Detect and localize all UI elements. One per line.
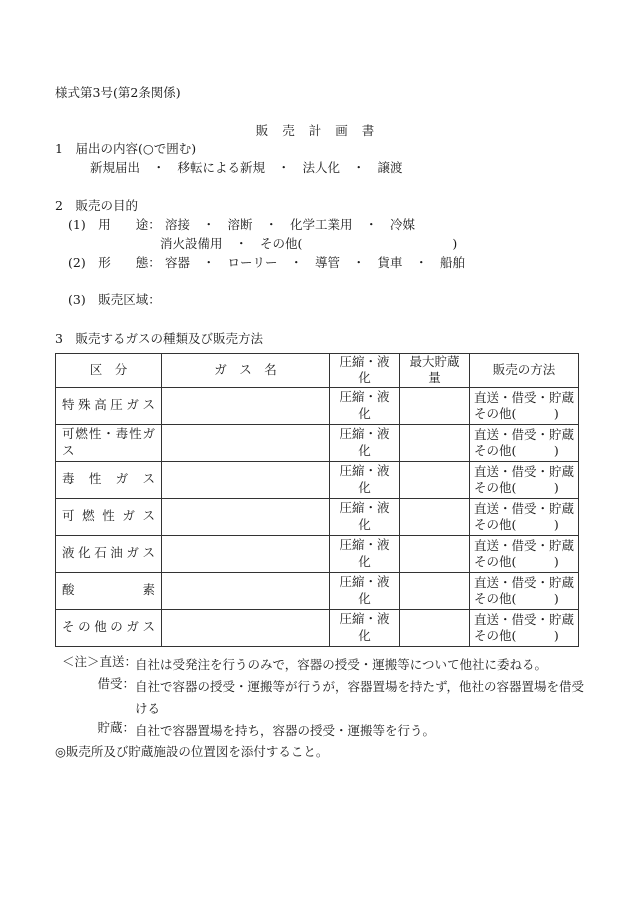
section-2-heading: 2 販売の目的 [55,198,138,213]
sales-method-cell [470,387,579,424]
note-text: 自社で容器の授受・運搬等が行うが，容器置場を持たず，他社の容器置場を借受ける [135,679,585,716]
max-storage-cell[interactable] [400,461,470,498]
table-row [56,424,579,461]
document-title: 販売計画書 [255,123,389,138]
sales-method-options: 直送・借受・貯蔵 [474,500,575,516]
gas-name-cell[interactable] [162,498,330,535]
gas-sales-table [55,353,579,647]
use-options-line-1: 溶接 ・ 溶断 ・ 化学工業用 ・ 冷媒 [165,217,416,232]
sales-area-label: (3) 販売区域： [68,292,161,307]
section-3-heading: 3 販売するガスの種類及び販売方法 [55,331,263,346]
gas-category: 毒性ガス [56,461,162,498]
state-cell: 圧縮・液化 [330,572,400,609]
use-options-line-2: 消火設備用 ・ その他( ) [160,236,458,251]
section-1-heading: 1 届出の内容(○で囲む) [55,141,197,156]
state-cell: 圧縮・液化 [330,535,400,572]
max-storage-cell[interactable] [400,498,470,535]
sales-method-other: その他( ) [474,516,559,532]
gas-name-cell[interactable] [162,609,330,646]
max-storage-cell[interactable] [400,609,470,646]
sales-method-cell [470,461,579,498]
sales-method-cell [470,572,579,609]
sales-method-other: その他( ) [474,627,559,643]
gas-name-cell[interactable] [162,424,330,461]
sales-method-options: 直送・借受・貯蔵 [474,574,575,590]
max-storage-cell[interactable] [400,572,470,609]
state-cell: 圧縮・液化 [330,387,400,424]
sales-method-options: 直送・借受・貯蔵 [474,537,575,553]
gas-category: 可燃性ガス [56,498,162,535]
sales-method-options: 直送・借受・貯蔵 [474,611,575,627]
table-row [56,535,579,572]
gas-category: 液化石油ガス [56,535,162,572]
form-options: 容器 ・ ローリー ・ 導管 ・ 貨車 ・ 船舶 [165,255,466,270]
sales-method-other: その他( ) [474,442,559,458]
sales-method-cell [470,498,579,535]
state-cell: 圧縮・液化 [330,424,400,461]
notification-type-options: 新規届出 ・ 移転による新規 ・ 法人化 ・ 譲渡 [90,160,403,175]
note-key: ＜注＞直送： [62,654,138,669]
sales-method-other: その他( ) [474,479,559,495]
sales-method-options: 直送・借受・貯蔵 [474,389,575,405]
max-storage-cell[interactable] [400,535,470,572]
gas-category: 特殊高圧ガス [56,387,162,424]
state-cell: 圧縮・液化 [330,498,400,535]
column-header: 区 分 [56,354,162,388]
sales-method-other: その他( ) [474,553,559,569]
gas-name-cell[interactable] [162,461,330,498]
gas-category: 酸素 [56,572,162,609]
state-cell: 圧縮・液化 [330,461,400,498]
form-number: 様式第3号(第2条関係) [55,85,181,100]
table-row [56,387,579,424]
note-key: 貯蔵： [97,720,135,735]
attachment-note: ◎販売所及び貯蔵施設の位置図を添付すること。 [55,744,329,759]
sales-method-cell [470,535,579,572]
gas-name-cell[interactable] [162,387,330,424]
column-header: ガ ス 名 [162,354,330,388]
table-row [56,572,579,609]
gas-category: その他のガス [56,609,162,646]
table-header-row [56,354,579,388]
column-header: 販売の方法 [470,354,579,388]
state-cell: 圧縮・液化 [330,609,400,646]
gas-name-cell[interactable] [162,572,330,609]
note-key: 借受： [97,676,135,691]
max-storage-cell[interactable] [400,387,470,424]
note-text: 自社は受発注を行うのみで，容器の授受・運搬等について他社に委ねる。 [135,657,548,672]
sales-method-options: 直送・借受・貯蔵 [474,426,575,442]
gas-category: 可燃性・毒性ガス [56,424,162,461]
sales-method-other: その他( ) [474,590,559,606]
sales-method-cell [470,609,579,646]
gas-name-cell[interactable] [162,535,330,572]
form-label: (2) 形 態： [68,255,161,270]
note-text: 自社で容器置場を持ち，容器の授受・運搬等を行う。 [135,723,436,738]
use-label: (1) 用 途： [68,217,161,232]
max-storage-cell[interactable] [400,424,470,461]
table-row [56,461,579,498]
sales-method-other: その他( ) [474,405,559,421]
sales-method-cell [470,424,579,461]
table-row [56,498,579,535]
column-header: 圧縮・液化 [330,354,400,388]
sales-method-options: 直送・借受・貯蔵 [474,463,575,479]
table-row [56,609,579,646]
column-header: 最大貯蔵量 [400,354,470,388]
